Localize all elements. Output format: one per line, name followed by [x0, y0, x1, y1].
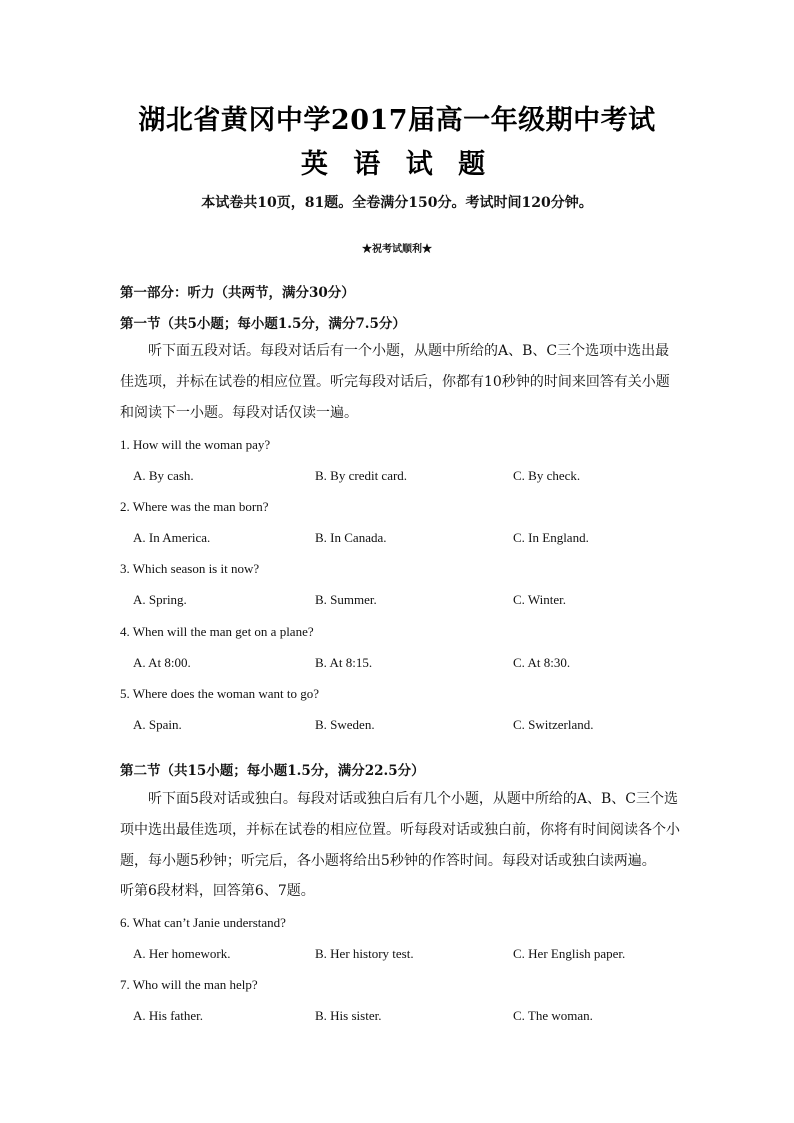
question-2: 2. Where was the man born? [120, 499, 269, 514]
q4-option-a: A. At 8:00. [133, 655, 191, 670]
q2-option-c: C. In England. [513, 530, 589, 545]
q5-option-b: B. Sweden. [315, 717, 375, 732]
q3-option-b: B. Summer. [315, 592, 377, 607]
q7-option-c: C. The woman. [513, 1008, 593, 1023]
q6-option-a: A. Her homework. [133, 946, 231, 961]
section2-heading: 第二节（共15小题；每小题1.5分，满分22.5分） [120, 763, 425, 779]
q1-option-c: C. By check. [513, 468, 581, 483]
q5-option-c: C. Switzerland. [513, 717, 594, 732]
question-3: 3. Which season is it now? [120, 561, 260, 576]
section2-directions [120, 784, 680, 877]
part1-heading: 第一部分：听力（共两节，满分30分） [120, 285, 355, 301]
q7-option-b: B. His sister. [315, 1008, 382, 1023]
good-luck-line: ★祝考试顺利★ [362, 244, 432, 255]
q2-option-b: B. In Canada. [315, 530, 387, 545]
q6-option-c: C. Her English paper. [513, 946, 626, 961]
q6-option-b: B. Her history test. [315, 946, 414, 961]
section1-directions-text: 听下面五段对话。每段对话后有一个小题，从题中所给的A、B、C三个选项中选出最佳选项，并标在试卷的相应位置。听完每段对话后，你都有10秒钟的时间来回答有关小题和阅读下一小题。每段对话仅读一遍。 [120, 343, 670, 421]
section1-directions [120, 336, 680, 429]
exam-subject-title: 英 语 试 题 [300, 149, 494, 180]
q5-option-a: A. Spain. [133, 717, 182, 732]
q1-option-b: B. By credit card. [315, 468, 408, 483]
q4-option-c: C. At 8:30. [513, 655, 571, 670]
section2-directions-text: 听下面5段对话或独白。每段对话或独白后有几个小题，从题中所给的A、B、C三个选项中选出最佳选项，并标在试卷的相应位置。听每段对话或独白前，你将有时间阅读各个小题，每小题5秒钟；听完后，各小题将给出5秒钟的作答时间。每段对话或独白读两遍。 [120, 791, 680, 869]
exam-instructions: 本试卷共10页，81题。全卷满分150分。考试时间120分钟。 [201, 195, 593, 211]
question-7: 7. Who will the man help? [120, 977, 258, 992]
q1-option-a: A. By cash. [133, 468, 194, 483]
question-6: 6. What can’t Janie understand? [120, 915, 286, 930]
q3-option-c: C. Winter. [513, 592, 567, 607]
question-5: 5. Where does the woman want to go? [120, 686, 320, 701]
section1-heading: 第一节（共5小题；每小题1.5分，满分7.5分） [120, 316, 406, 332]
question-1: 1. How will the woman pay? [120, 437, 271, 452]
section2-sub-instruction: 听第6段材料，回答第6、7题。 [120, 883, 315, 899]
question-4: 4. When will the man get on a plane? [120, 624, 314, 639]
q7-option-a: A. His father. [133, 1008, 204, 1023]
exam-title: 湖北省黄冈中学2017届高一年级期中考试 [138, 105, 656, 136]
q2-option-a: A. In America. [133, 530, 211, 545]
q4-option-b: B. At 8:15. [315, 655, 373, 670]
q3-option-a: A. Spring. [133, 592, 187, 607]
